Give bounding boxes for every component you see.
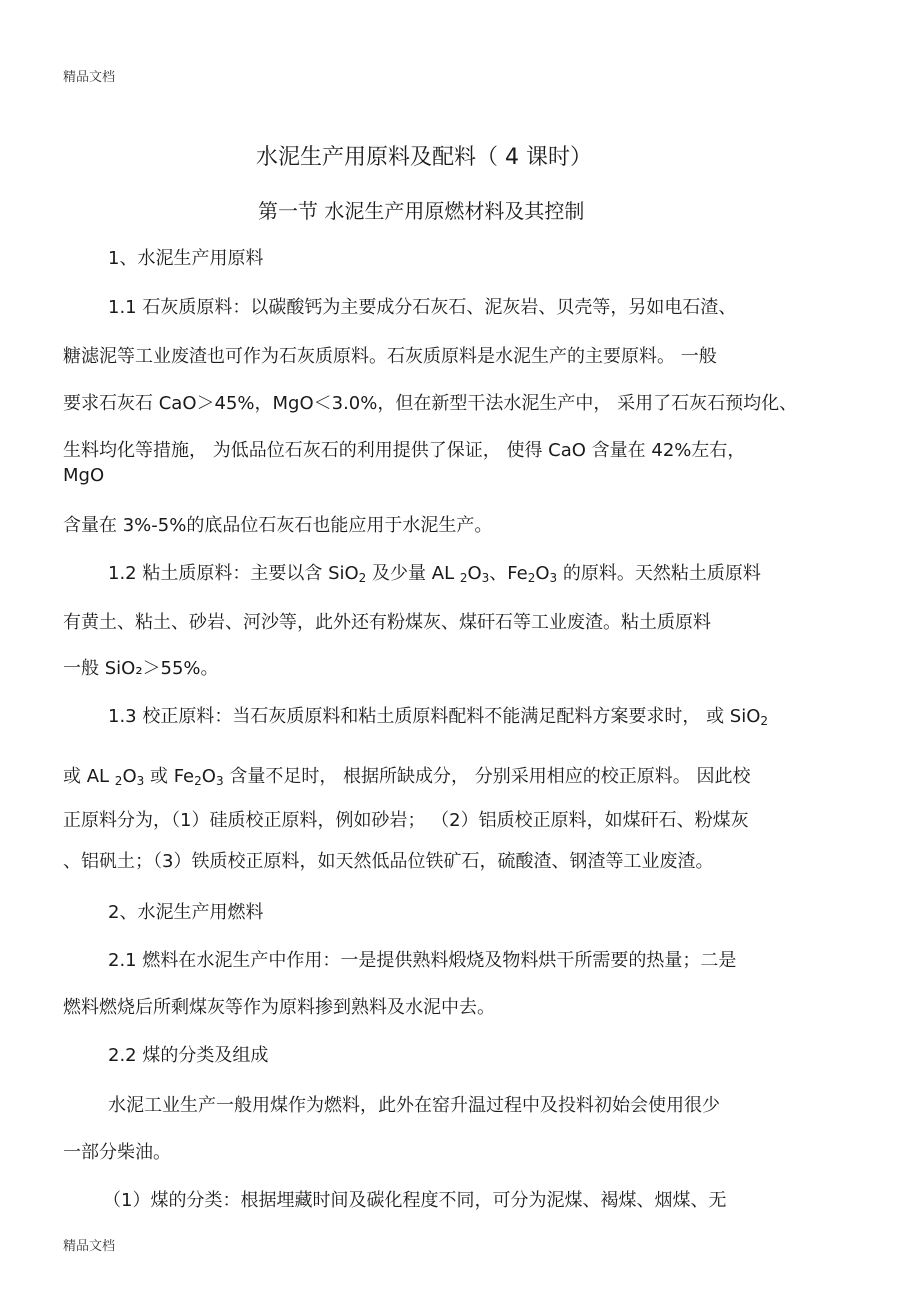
p11-line-4: 生料均化等措施， 为低品位石灰石的利用提供了保证， 使得 CaO 含量在 42%左右， bbox=[63, 440, 746, 461]
p11-line-3: 要求石灰石 CaO＞45%，MgO＜3.0%，但在新型干法水泥生产中， 采用了石灰石预均化、 bbox=[63, 393, 798, 414]
p22-line-1: 水泥工业生产一般用煤作为燃料，此外在窑升温过程中及投料初始会使用很少 bbox=[108, 1095, 720, 1116]
p13-line-2: 或 AL $_2O_3$ 或 $Fe_2O_3$ 含量不足时， 根据所缺成分， 分别采用相应的校正原料。 因此校 bbox=[63, 766, 751, 788]
p21-line-1: 2.1 燃料在水泥生产中作用：一是提供熟料煅烧及物料烘干所需要的热量；二是 bbox=[108, 950, 737, 971]
p12-line-1: 1.2 粘土质原料：主要以含 SiO$_2$ 及少量 AL $_2O_3$、$Fe_2O_3$ 的原料。天然粘土质原料 bbox=[108, 563, 761, 585]
p11-line-5: MgO bbox=[63, 465, 105, 486]
heading-fuels: 2、水泥生产用燃料 bbox=[108, 902, 264, 923]
p22-line-2: 一部分柴油。 bbox=[63, 1142, 171, 1163]
p11-line-2: 糖滤泥等工业废渣也可作为石灰质原料。石灰质原料是水泥生产的主要原料。 一般 bbox=[63, 346, 717, 367]
p12-line-2: 有黄土、粘土、砂岩、河沙等，此外还有粉煤灰、煤矸石等工业废渣。粘土质原料 bbox=[63, 612, 711, 633]
p12-line-3: 一般 SiO₂＞55%。 bbox=[63, 658, 219, 679]
p13-line-4: 、铝矾土；（3）铁质校正原料，如天然低品位铁矿石，硫酸渣、钢渣等工业废渣。 bbox=[63, 851, 714, 872]
page-footer: 精品文档 bbox=[63, 1239, 116, 1254]
p13-line-1: 1.3 校正原料：当石灰质原料和粘土质原料配料不能满足配料方案要求时， 或 SiO$_2$ bbox=[108, 706, 769, 728]
p21-line-2: 燃料燃烧后所剩煤灰等作为原料掺到熟料及水泥中去。 bbox=[63, 997, 495, 1018]
p13-line-3: 正原料分为，（1）硅质校正原料，例如砂岩； （2）铝质校正原料，如煤矸石、粉煤灰 bbox=[63, 810, 749, 831]
p23-line-1: （1）煤的分类：根据埋藏时间及碳化程度不同，可分为泥煤、褐煤、烟煤、无 bbox=[103, 1190, 727, 1211]
page-header: 精品文档 bbox=[63, 70, 116, 85]
p11-line-6: 含量在 3%-5%的底品位石灰石也能应用于水泥生产。 bbox=[63, 515, 493, 536]
doc-title: 水泥生产用原料及配料（ 4 课时） bbox=[256, 145, 592, 170]
heading-raw-materials: 1、水泥生产用原料 bbox=[108, 248, 264, 269]
p11-line-1: 1.1 石灰质原料：以碳酸钙为主要成分石灰石、泥灰岩、贝壳等，另如电石渣、 bbox=[108, 297, 737, 318]
heading-coal: 2.2 煤的分类及组成 bbox=[108, 1045, 269, 1066]
section-subtitle: 第一节 水泥生产用原燃材料及其控制 bbox=[258, 199, 585, 223]
